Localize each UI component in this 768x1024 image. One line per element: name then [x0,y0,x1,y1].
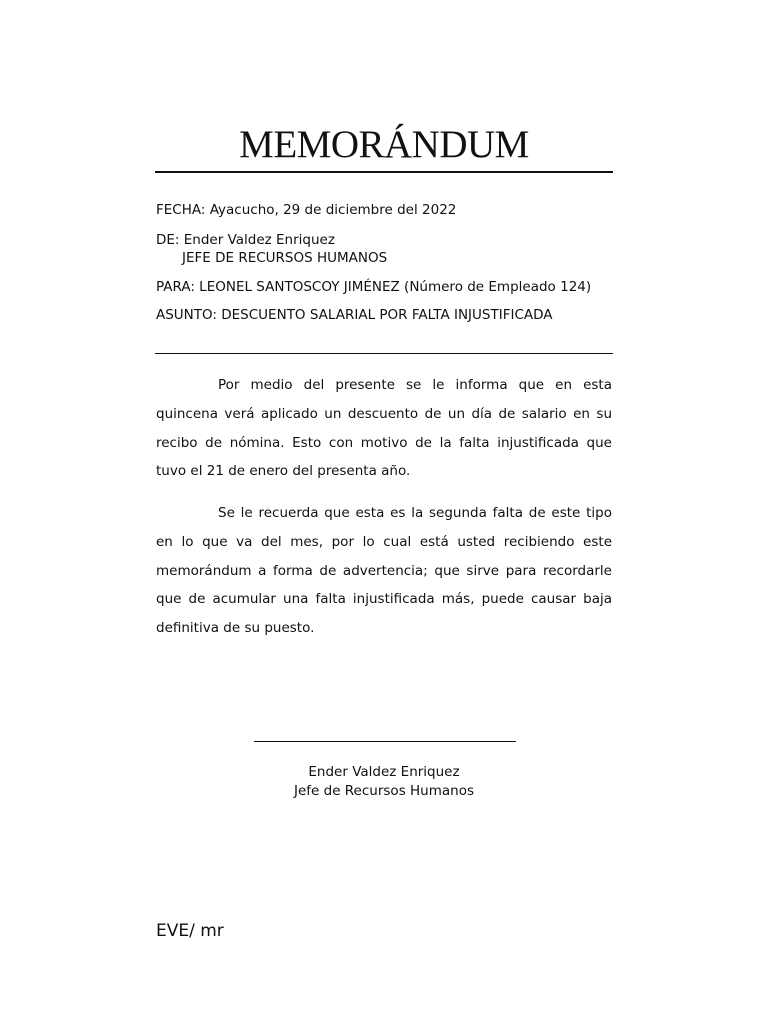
signature-name: Ender Valdez Enriquez [308,764,460,780]
memo-paragraph-2: Se le recuerda que esta es la segunda falta de este tipo en lo que va del mes, por lo cual está usted recibiendo este memorándum a forma de advertencia; que sirve para recordarle que de acumular una falta injustificada más, puede causar baja definitiva de su puesto. [156,505,612,637]
signature-line [254,741,516,742]
memo-asunto: ASUNTO: DESCUENTO SALARIAL POR FALTA INJUSTIFICADA [156,307,553,323]
signature-role: Jefe de Recursos Humanos [293,783,474,799]
memo-fecha: FECHA: Ayacucho, 29 de diciembre del 2022 [156,202,457,218]
memo-de: DE: Ender Valdez Enriquez [156,232,335,248]
memo-de-cargo: JEFE DE RECURSOS HUMANOS [182,250,388,266]
reference-initials: EVE/ mr [156,921,224,941]
memo-paragraph-1: Por medio del presente se le informa que en esta quincena verá aplicado un descuento de un día de salario en su recibo de nómina. Esto con motivo de la falta injustificada que tuvo el 21 de enero del presenta año. [156,377,612,480]
title-underline [155,171,613,173]
memo-title: MEMORÁNDUM [239,123,529,166]
memo-para: PARA: LEONEL SANTOSCOY JIMÉNEZ (Número de Empleado 124) [156,279,592,295]
header-divider [155,353,613,354]
